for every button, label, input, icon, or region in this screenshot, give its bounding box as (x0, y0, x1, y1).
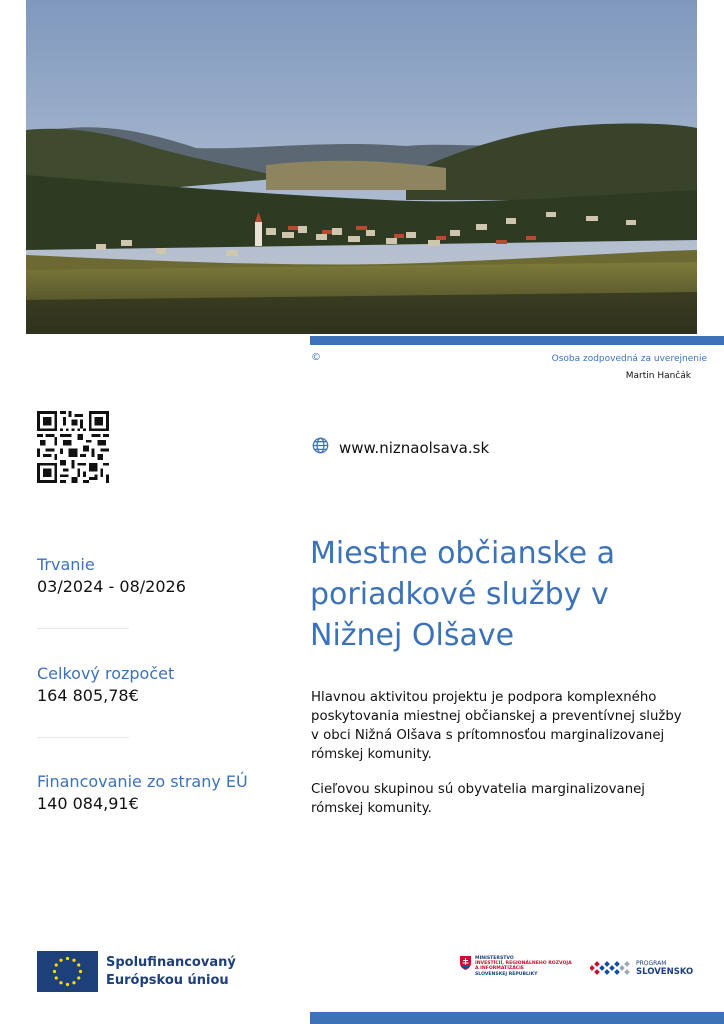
duration-value: 03/2024 - 08/2026 (37, 577, 186, 596)
ministry-line: SLOVENSKEJ REPUBLIKY (475, 971, 538, 977)
eu-star-icon (77, 976, 80, 979)
eu-flag-icon (37, 951, 98, 992)
program-slovensko-mark-icon (590, 957, 632, 979)
ministry-name (475, 956, 572, 977)
eu-star-icon (55, 963, 58, 966)
eu-star-icon (72, 959, 75, 962)
eu-text-line2: Európskou úniou (106, 973, 229, 988)
eu-star-icon (72, 981, 75, 984)
program-slovensko-logo (590, 957, 693, 979)
eu-star-icon (59, 981, 62, 984)
eu-star-icon (77, 963, 80, 966)
ministry-line: A INFORMATIZÁCIE (475, 966, 525, 972)
divider (37, 628, 129, 629)
divider (37, 737, 129, 738)
eu-text-line1: Spolufinancovaný (106, 955, 236, 970)
slovak-coat-of-arms-icon (460, 956, 471, 970)
accent-bar-top (310, 336, 724, 345)
target-group-text: Cieľovou skupinou sú obyvatelia marginalizovanej rómskej komunity. (311, 782, 646, 816)
program-slovensko-text (636, 960, 693, 976)
project-description: Hlavnou aktivitou projektu je podpora komplexného poskytovania miestnej občianskej a preventívnej služby v obci Nižná Olšava s prítomnosťou marginalizovanej rómskej komunity. (311, 690, 682, 762)
ministry-logo (460, 956, 572, 977)
program-line1: PROGRAM (636, 960, 667, 967)
accent-bar-bottom (310, 1012, 724, 1024)
budget-value: 164 805,78€ (37, 686, 139, 705)
eu-star-icon (79, 970, 82, 973)
ministry-line: INVESTÍCIÍ, REGIONÁLNEHO ROZVOJA (475, 961, 572, 967)
globe-icon (312, 437, 329, 458)
eu-cofinanced-text (106, 954, 236, 990)
qr-code[interactable] (37, 411, 109, 483)
responsible-person-name: Martin Hančák (625, 371, 691, 381)
eu-star-icon (59, 959, 62, 962)
website-url[interactable]: www.niznaolsava.sk (339, 438, 490, 457)
eu-funding-label: Financovanie zo strany EÚ (37, 772, 248, 791)
eu-funding-value: 140 084,91€ (37, 794, 139, 813)
eu-star-icon (66, 983, 69, 986)
responsible-person-label: Osoba zodpovedná za uverejnenie (551, 354, 707, 364)
website-link-row[interactable] (312, 437, 489, 458)
budget-label: Celkový rozpočet (37, 664, 175, 683)
project-title: Miestne občianske a poriadkové služby v Nižnej Olšave (310, 536, 616, 653)
eu-star-icon (66, 957, 69, 960)
eu-star-icon (55, 976, 58, 979)
program-line2: SLOVENSKO (636, 967, 694, 977)
copyright-symbol: © (311, 352, 321, 363)
ministry-line: MINISTERSTVO (475, 956, 514, 961)
eu-star-icon (53, 970, 56, 973)
duration-label: Trvanie (37, 555, 95, 574)
village-landscape-photo (26, 0, 697, 334)
